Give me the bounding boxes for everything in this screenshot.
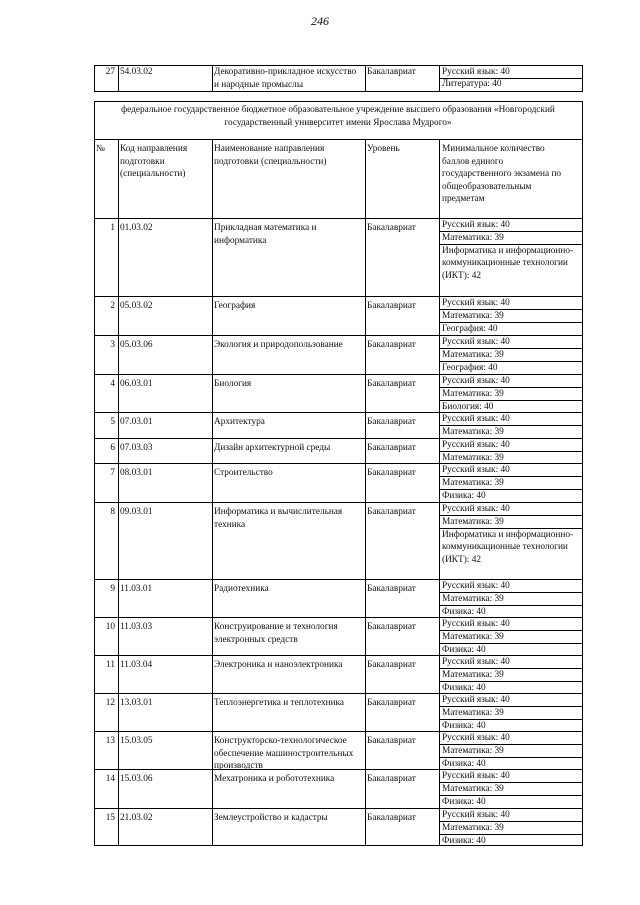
column-border (365, 438, 366, 463)
column-border (94, 139, 95, 218)
column-border (212, 438, 213, 463)
direction-name: Электроника и наноэлектроника (214, 660, 343, 670)
education-level: Бакалавриат (367, 622, 416, 632)
direction-name: География (214, 301, 256, 311)
column-border (212, 502, 213, 579)
column-border (365, 374, 366, 412)
column-border (439, 655, 440, 693)
column-border (118, 731, 119, 769)
exam-score: Математика: 39 (442, 426, 504, 437)
exam-score: Информатика и информационно- коммуникационные технологии (ИКТ): 42 (442, 245, 574, 281)
column-border (439, 579, 440, 617)
exam-score: Русский язык: 40 (442, 375, 510, 386)
column-border (582, 374, 583, 412)
column-border (439, 374, 440, 412)
column-border (212, 579, 213, 617)
direction-code: 01.03.02 (120, 223, 153, 233)
column-border (212, 412, 213, 438)
exam-score: Русский язык: 40 (442, 618, 510, 629)
direction-name: Информатика и вычислительная техника (214, 507, 343, 530)
column-border (94, 101, 95, 139)
column-border (212, 731, 213, 769)
direction-code: 05.03.06 (120, 340, 153, 350)
direction-name: Землеустройство и кадастры (214, 813, 328, 823)
exam-score: Математика: 39 (442, 783, 504, 794)
exam-score: Русский язык: 40 (442, 413, 510, 424)
row-number: 7 (110, 468, 115, 478)
column-border (582, 808, 583, 845)
column-border (118, 808, 119, 845)
column-border (212, 65, 213, 91)
exam-score: Русский язык: 40 (442, 219, 510, 230)
column-border (212, 769, 213, 808)
exam-score: Математика: 39 (442, 232, 504, 243)
education-level: Бакалавриат (367, 301, 416, 311)
column-border (439, 808, 440, 845)
row-number: 4 (110, 379, 115, 389)
education-level: Бакалавриат (367, 736, 416, 746)
direction-name: Радиотехника (214, 584, 269, 594)
column-border (439, 731, 440, 769)
header-level: Уровень (367, 144, 400, 154)
exam-score: Физика: 40 (442, 796, 486, 807)
column-border (365, 335, 366, 374)
column-border (582, 655, 583, 693)
column-border (212, 655, 213, 693)
row-number: 6 (110, 443, 115, 453)
exam-score: Русский язык: 40 (442, 580, 510, 591)
exam-score: Русский язык: 40 (442, 297, 510, 308)
row-number: 3 (110, 340, 115, 350)
row-number: 11 (106, 660, 115, 670)
exam-score: Физика: 40 (442, 720, 486, 731)
page-number: 246 (311, 14, 329, 28)
column-border (118, 218, 119, 296)
column-border (212, 335, 213, 374)
education-level: Бакалавриат (367, 698, 416, 708)
column-border (118, 463, 119, 502)
row-number: 10 (105, 622, 115, 632)
column-border (365, 731, 366, 769)
exam-score: Русский язык: 40 (442, 732, 510, 743)
university-title: федеральное государственное бюджетное образовательное учреждение высшего образования «Новгородский государственный университет имени Ярослава Мудрого» (121, 105, 555, 128)
column-border (365, 218, 366, 296)
exam-score: Русский язык: 40 (442, 336, 510, 347)
exam-score: Математика: 39 (442, 593, 504, 604)
exam-score: Русский язык: 40 (442, 809, 510, 820)
column-border (212, 218, 213, 296)
column-border (365, 579, 366, 617)
column-border (439, 693, 440, 731)
direction-name: Мехатроника и робототехника (214, 774, 335, 784)
direction-code: 13.03.01 (120, 698, 153, 708)
column-border (582, 463, 583, 502)
education-level: Бакалавриат (367, 774, 416, 784)
exam-score: Физика: 40 (442, 644, 486, 655)
exam-score: Математика: 39 (442, 349, 504, 360)
column-border (439, 617, 440, 655)
exam-score: Русский язык: 40 (442, 439, 510, 450)
column-border (582, 769, 583, 808)
row-number: 13 (105, 736, 115, 746)
column-border (439, 296, 440, 335)
column-border (439, 502, 440, 579)
direction-code: 07.03.03 (120, 443, 153, 453)
direction-code: 07.03.01 (120, 417, 153, 427)
header-number: № (96, 144, 105, 154)
column-border (118, 438, 119, 463)
exam-score: География: 40 (442, 323, 498, 334)
direction-name: Прикладная математика и информатика (214, 223, 317, 246)
column-border (365, 139, 366, 218)
column-border (118, 139, 119, 218)
exam-score: Физика: 40 (442, 682, 486, 693)
row-number: 5 (110, 417, 115, 427)
column-border (439, 463, 440, 502)
exam-score: Биология: 40 (442, 401, 494, 412)
column-border (365, 412, 366, 438)
column-border (118, 65, 119, 91)
column-border (118, 374, 119, 412)
column-border (439, 65, 440, 91)
exam-score: Математика: 39 (442, 822, 504, 833)
column-border (212, 463, 213, 502)
education-level: Бакалавриат (367, 468, 416, 478)
exam-score: Литература: 40 (442, 79, 502, 89)
column-border (582, 579, 583, 617)
exam-score: Русский язык: 40 (442, 656, 510, 667)
column-border (365, 769, 366, 808)
column-border (439, 218, 440, 296)
exam-score: Физика: 40 (442, 606, 486, 617)
row-number: 9 (110, 584, 115, 594)
column-border (365, 296, 366, 335)
direction-code: 11.03.03 (120, 622, 153, 632)
row-border (94, 139, 583, 140)
direction-code: 54.03.02 (120, 67, 153, 77)
column-border (365, 693, 366, 731)
education-level: Бакалавриат (367, 67, 416, 77)
column-border (118, 579, 119, 617)
direction-name: Теплоэнергетика и теплотехника (214, 698, 345, 708)
header-name: Наименование направления подготовки (специальности) (214, 144, 327, 167)
row-number: 1 (110, 223, 115, 233)
column-border (212, 139, 213, 218)
row-number: 15 (105, 813, 115, 823)
exam-score: Русский язык: 40 (442, 503, 510, 514)
column-border (582, 218, 583, 296)
column-border (582, 65, 583, 91)
row-number: 8 (110, 507, 115, 517)
column-border (582, 731, 583, 769)
column-border (212, 617, 213, 655)
direction-code: 21.03.02 (120, 813, 153, 823)
direction-name: Экология и природопользование (214, 340, 343, 350)
exam-score: Математика: 39 (442, 516, 504, 527)
direction-code: 15.03.05 (120, 736, 153, 746)
direction-name: Конструирование и технология электронных средств (214, 622, 338, 645)
column-border (365, 502, 366, 579)
column-border (118, 412, 119, 438)
education-level: Бакалавриат (367, 379, 416, 389)
column-border (118, 335, 119, 374)
column-border (118, 502, 119, 579)
direction-code: 11.03.01 (120, 584, 153, 594)
direction-name: Архитектура (214, 417, 265, 427)
exam-score: Физика: 40 (442, 835, 486, 846)
column-border (365, 617, 366, 655)
education-level: Бакалавриат (367, 223, 416, 233)
education-level: Бакалавриат (367, 660, 416, 670)
exam-score: Математика: 39 (442, 745, 504, 756)
exam-score: Математика: 39 (442, 477, 504, 488)
exam-score: География: 40 (442, 362, 498, 373)
direction-name: Дизайн архитектурной среды (214, 443, 331, 453)
column-border (118, 769, 119, 808)
column-border (439, 335, 440, 374)
direction-name: Конструкторско-технологическое обеспечение машиностроительных производств (214, 736, 354, 772)
direction-name: Декоративно-прикладное искусство и народные промыслы (214, 67, 357, 90)
row-number: 27 (105, 67, 115, 77)
column-border (118, 617, 119, 655)
row-number: 2 (110, 301, 115, 311)
column-border (118, 296, 119, 335)
column-border (212, 693, 213, 731)
education-level: Бакалавриат (367, 584, 416, 594)
column-border (582, 101, 583, 139)
column-border (212, 296, 213, 335)
education-level: Бакалавриат (367, 443, 416, 453)
exam-score: Физика: 40 (442, 490, 486, 501)
exam-score: Математика: 39 (442, 310, 504, 321)
header-code: Код направления подготовки (специальности) (120, 144, 188, 180)
direction-code: 06.03.01 (120, 379, 153, 389)
header-exams: Минимальное количество баллов единого государственного экзамена по общеобразовательным предметам (442, 144, 562, 205)
direction-name: Строительство (214, 468, 273, 478)
column-border (365, 655, 366, 693)
direction-code: 08.03.01 (120, 468, 153, 478)
exam-score: Русский язык: 40 (442, 67, 510, 77)
column-border (582, 693, 583, 731)
row-border (94, 101, 583, 102)
education-level: Бакалавриат (367, 417, 416, 427)
exam-score: Информатика и информационно- коммуникационные технологии (ИКТ): 42 (442, 529, 574, 565)
direction-code: 09.03.01 (120, 507, 153, 517)
column-border (365, 463, 366, 502)
exam-score: Математика: 39 (442, 388, 504, 399)
education-level: Бакалавриат (367, 340, 416, 350)
column-border (212, 808, 213, 845)
exam-score: Физика: 40 (442, 758, 486, 769)
row-number: 12 (105, 698, 115, 708)
column-border (365, 65, 366, 91)
direction-code: 15.03.06 (120, 774, 153, 784)
row-number: 14 (105, 774, 115, 784)
column-border (582, 502, 583, 579)
column-border (582, 617, 583, 655)
column-border (118, 655, 119, 693)
column-border (365, 808, 366, 845)
exam-score: Математика: 39 (442, 452, 504, 463)
direction-code: 05.03.02 (120, 301, 153, 311)
column-border (118, 693, 119, 731)
column-border (582, 296, 583, 335)
column-border (212, 374, 213, 412)
exam-score: Математика: 39 (442, 669, 504, 680)
exam-score: Математика: 39 (442, 707, 504, 718)
exam-score: Русский язык: 40 (442, 694, 510, 705)
exam-score: Русский язык: 40 (442, 464, 510, 475)
column-border (439, 139, 440, 218)
direction-code: 11.03.04 (120, 660, 153, 670)
exam-score: Русский язык: 40 (442, 770, 510, 781)
education-level: Бакалавриат (367, 813, 416, 823)
column-border (582, 139, 583, 218)
exam-score: Математика: 39 (442, 631, 504, 642)
column-border (582, 335, 583, 374)
column-border (439, 769, 440, 808)
education-level: Бакалавриат (367, 507, 416, 517)
direction-name: Биология (214, 379, 252, 389)
